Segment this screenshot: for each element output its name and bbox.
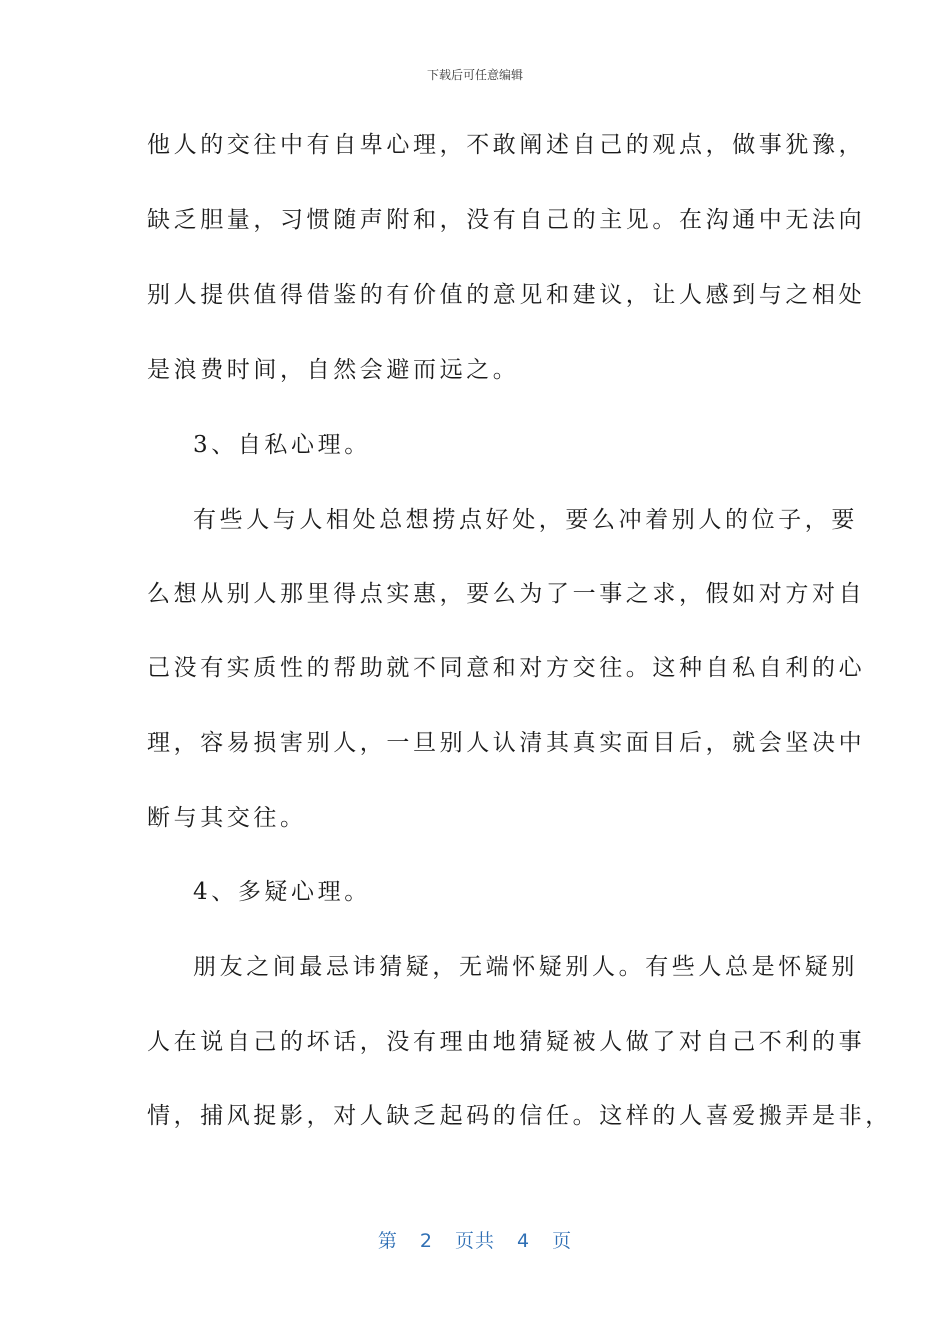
page-header: 下载后可任意编辑: [426, 68, 523, 82]
page-suffix: 页: [552, 1230, 573, 1252]
page-mid: 页共: [454, 1230, 495, 1252]
body-line: 有些人与人相处总想捞点好处，要么冲着别人的位子，要: [193, 507, 858, 533]
body-line: 己没有实质性的帮助就不同意和对方交往。这种自私自利的心: [147, 655, 866, 681]
page-footer: [0, 1226, 950, 1253]
body-line: 朋友之间最忌讳猜疑，无端怀疑别人。有些人总是怀疑别: [193, 954, 858, 980]
body-line: 别人提供值得借鉴的有价值的意见和建议，让人感到与之相处: [147, 282, 866, 308]
body-line: 缺乏胆量，习惯随声附和，没有自己的主见。在沟通中无法向: [147, 207, 866, 233]
body-line: 情，捕风捉影，对人缺乏起码的信任。这样的人喜爱搬弄是非，: [147, 1103, 892, 1129]
page-number: 2: [419, 1230, 433, 1252]
body-line: 是浪费时间，自然会避而远之。: [147, 357, 520, 383]
section-heading: 4、多疑心理。: [193, 879, 371, 905]
total-pages: 4: [517, 1230, 531, 1252]
body-line: 人在说自己的坏话，没有理由地猜疑被人做了对自己不利的事: [147, 1029, 866, 1055]
section-heading: 3、自私心理。: [193, 432, 371, 458]
body-line: 理，容易损害别人，一旦别人认清其真实面目后，就会坚决中: [147, 730, 866, 756]
body-line: 断与其交往。: [147, 805, 307, 831]
page-prefix: 第: [377, 1230, 398, 1252]
body-line: 他人的交往中有自卑心理，不敢阐述自己的观点，做事犹豫，: [147, 132, 866, 158]
body-line: 么想从别人那里得点实惠，要么为了一事之求，假如对方对自: [147, 581, 866, 607]
